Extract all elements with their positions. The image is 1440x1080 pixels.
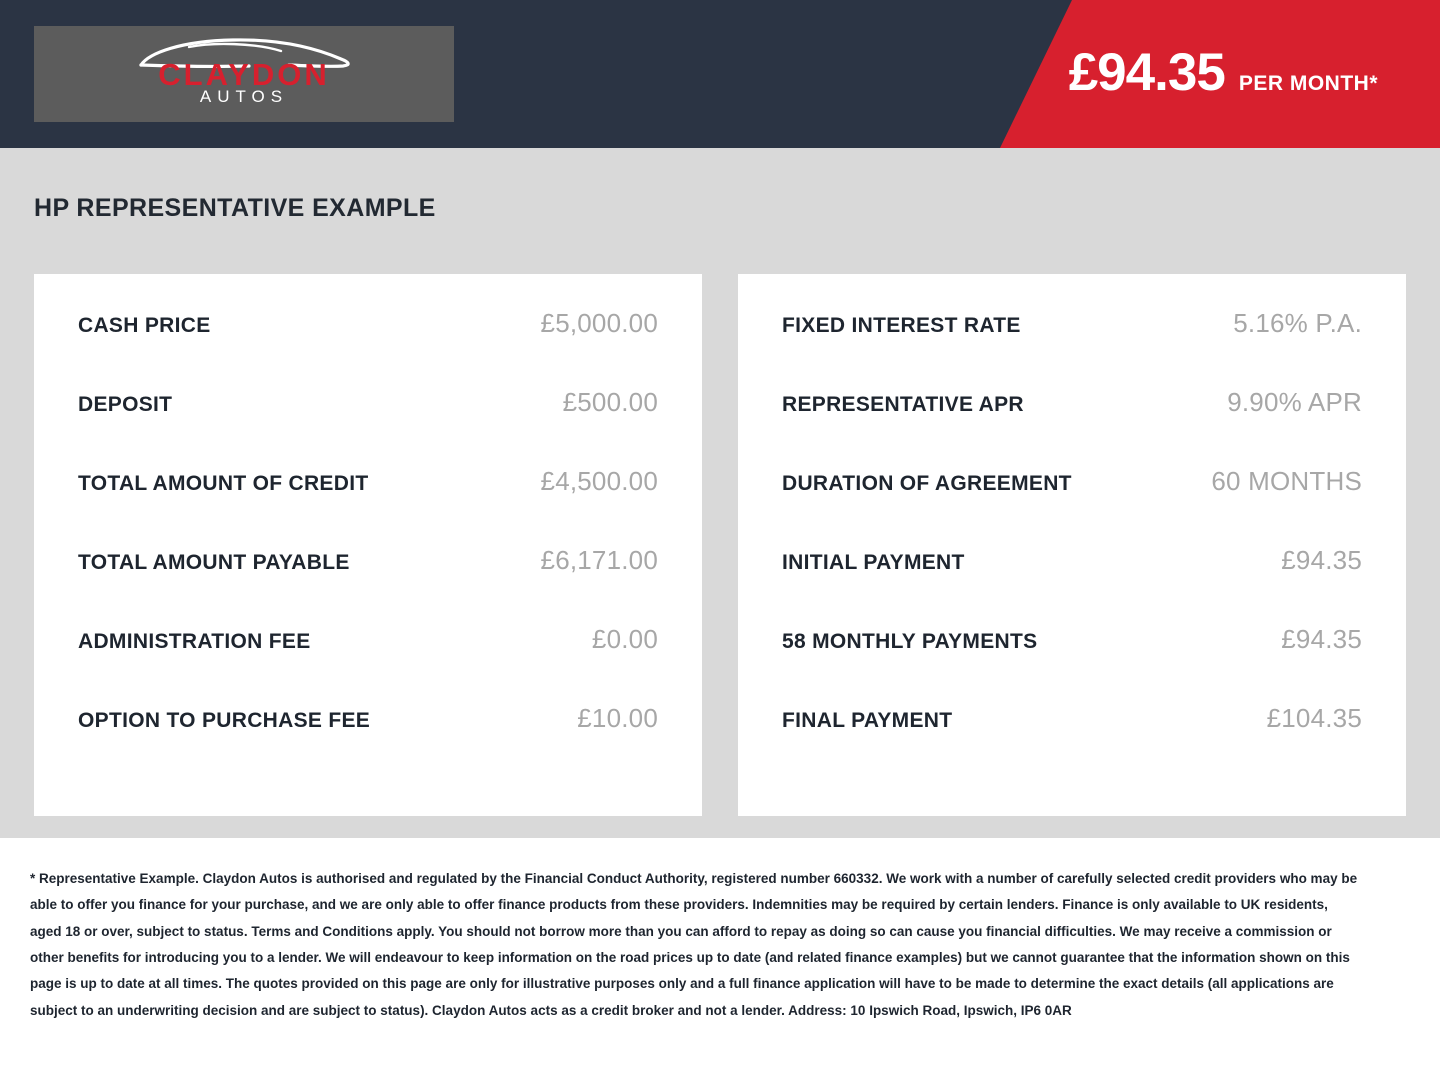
table-row <box>78 466 658 545</box>
row-label: CASH PRICE <box>78 314 211 337</box>
table-row <box>782 624 1362 703</box>
row-value: £5,000.00 <box>540 308 658 338</box>
row-label: OPTION TO PURCHASE FEE <box>78 709 371 732</box>
row-value: £10.00 <box>577 703 658 733</box>
row-value: 9.90% APR <box>1227 387 1362 417</box>
row-value: 60 MONTHS <box>1211 466 1362 496</box>
table-row <box>78 624 658 703</box>
table-row <box>782 387 1362 466</box>
page-title: HP REPRESENTATIVE EXAMPLE <box>34 194 436 222</box>
row-label: ADMINISTRATION FEE <box>78 630 311 653</box>
table-row <box>78 387 658 466</box>
monthly-price <box>1068 43 1378 102</box>
table-row <box>78 545 658 624</box>
row-label: 58 MONTHLY PAYMENTS <box>782 630 1038 653</box>
table-row <box>782 703 1362 782</box>
row-value: £6,171.00 <box>540 545 658 575</box>
row-value: £4,500.00 <box>540 466 658 496</box>
table-row <box>782 466 1362 545</box>
finance-card-left <box>34 274 702 816</box>
dealer-logo <box>34 26 454 122</box>
row-label: DEPOSIT <box>78 393 173 416</box>
logo-inner <box>129 35 359 113</box>
table-row <box>782 545 1362 624</box>
example-cards <box>34 274 1406 816</box>
table-row <box>78 703 658 782</box>
row-value: £0.00 <box>591 624 658 654</box>
row-label: TOTAL AMOUNT OF CREDIT <box>78 472 369 495</box>
row-label: TOTAL AMOUNT PAYABLE <box>78 551 350 574</box>
row-value: 5.16% P.A. <box>1233 308 1362 338</box>
row-label: FIXED INTEREST RATE <box>782 314 1021 337</box>
row-value: £94.35 <box>1281 624 1362 654</box>
table-row <box>78 308 658 387</box>
price-amount: £94.35 <box>1068 43 1225 102</box>
row-label: FINAL PAYMENT <box>782 709 953 732</box>
row-label: DURATION OF AGREEMENT <box>782 472 1072 495</box>
price-period: PER MONTH* <box>1238 72 1378 95</box>
table-row <box>782 308 1362 387</box>
logo-sub-text: AUTOS <box>199 87 289 106</box>
row-value: £94.35 <box>1281 545 1362 575</box>
row-label: REPRESENTATIVE APR <box>782 393 1024 416</box>
row-value: £104.35 <box>1266 703 1362 733</box>
logo-brand-text: CLAYDON <box>158 57 330 92</box>
finance-card-right <box>738 274 1406 816</box>
row-value: £500.00 <box>562 387 658 417</box>
main-content <box>0 148 1440 838</box>
disclaimer-text: * Representative Example. Claydon Autos is authorised and regulated by the Financial Conduct Authority, registered number 660332. We work with a number of carefully selected credit providers who may be able to offer you finance for your purchase, and we are only able to offer finance products from these providers. Indemnities may be required by certain lenders. Finance is only available to UK residents, aged 18 or over, subject to status. Terms and Conditions apply. You should not borrow more than you can afford to repay as doing so can cause you financial difficulties. We may receive a commission or other benefits for introducing you to a lender. We will endeavour to keep information on the road prices up to date (and related finance examples) but we cannot guarantee that the information shown on this page is up to date at all times. The quotes provided on this page are only for illustrative purposes only and a full finance application will have to be made to determine the exact details (all applications are subject to an underwriting decision and are subject to status). Claydon Autos acts as a credit broker and not a lender. Address: 10 Ipswich Road, Ipswich, IP6 0AR <box>30 871 1358 1018</box>
page-header <box>0 0 1440 148</box>
row-label: INITIAL PAYMENT <box>782 551 965 574</box>
page-footer <box>0 838 1440 1080</box>
